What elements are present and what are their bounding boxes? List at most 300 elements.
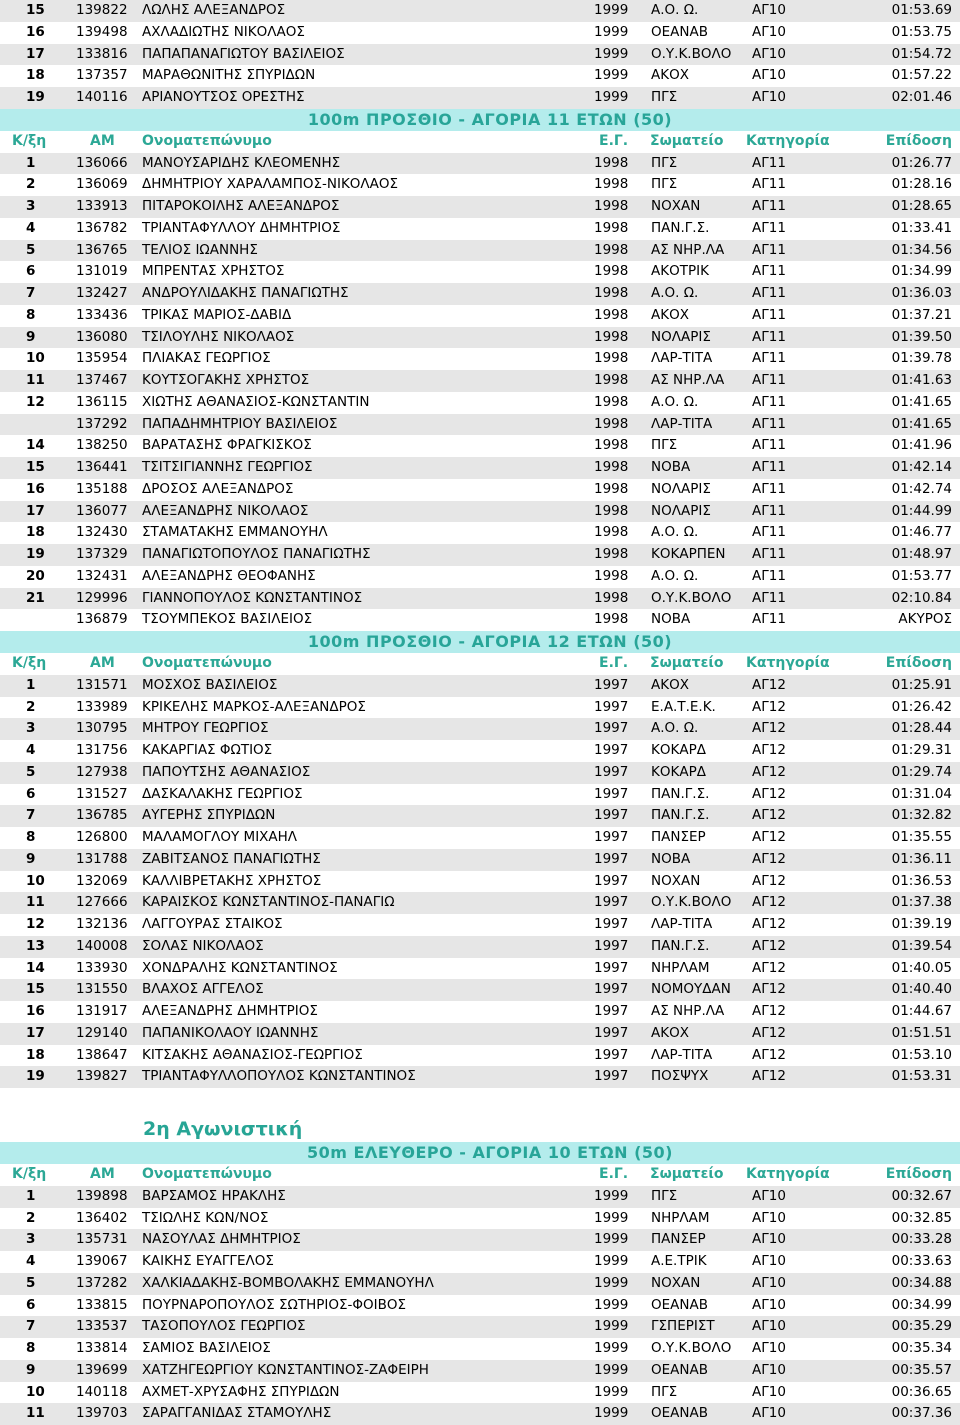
cell-time: 01:28.65 — [891, 198, 952, 214]
cell-cat: ΑΓ11 — [752, 546, 786, 562]
cell-name: ΤΡΙΚΑΣ ΜΑΡΙΟΣ-ΔΑΒΙΔ — [142, 306, 292, 323]
cell-year: 1999 — [594, 1231, 629, 1248]
cell-rank: 5 — [26, 763, 36, 780]
table-row — [0, 871, 960, 893]
cell-time: 02:10.84 — [891, 589, 952, 606]
cell-name: ΣΑΡΑΓΓΑΝΙΔΑΣ ΣΤΑΜΟΥΛΗΣ — [142, 1405, 332, 1422]
header-year: Ε.Γ. — [599, 1166, 629, 1182]
cell-club: ΛΑΡ-ΤΙΤΑ — [651, 415, 713, 432]
table-row — [0, 892, 960, 914]
cell-name: ΛΩΛΗΣ ΑΛΕΞΑΝΔΡΟΣ — [142, 2, 286, 18]
cell-name: ΚΑΙΚΗΣ ΕΥΑΓΓΕΛΟΣ — [142, 1253, 274, 1269]
cell-rank: 11 — [26, 372, 45, 388]
cell-year: 1997 — [594, 676, 629, 693]
cell-year: 1998 — [594, 154, 629, 171]
cell-name: ΣΑΜΙΟΣ ΒΑΣΙΛΕΙΟΣ — [142, 1340, 271, 1356]
cell-name: ΧΙΩΤΗΣ ΑΘΑΝΑΣΙΟΣ-ΚΩΝΣΤΑΝΤΙΝ — [142, 393, 370, 410]
cell-am: 129140 — [76, 1024, 128, 1041]
cell-name: ΑΧΛΑΔΙΩΤΗΣ ΝΙΚΟΛΑΟΣ — [142, 23, 305, 40]
cell-rank: 11 — [26, 894, 45, 911]
cell-time: 00:32.67 — [891, 1187, 952, 1204]
cell-club: ΠΑΝ.Γ.Σ. — [651, 807, 710, 824]
header-club: Σωματείο — [650, 655, 724, 671]
cell-rank: 8 — [26, 1340, 36, 1356]
cell-rank: 14 — [26, 959, 45, 976]
header-time: Επίδοση — [885, 1166, 952, 1182]
cell-rank: 14 — [26, 437, 45, 454]
cell-cat: ΑΓ11 — [752, 393, 786, 410]
cell-club: ΑΚΟΧ — [651, 1024, 689, 1041]
cell-rank: 9 — [26, 328, 36, 345]
cell-am: 136782 — [76, 219, 128, 236]
cell-am: 135954 — [76, 350, 128, 367]
cell-time: 01:36.11 — [891, 850, 952, 867]
cell-club: ΑΚΟΧ — [651, 676, 689, 693]
cell-year: 1998 — [594, 415, 629, 432]
cell-cat: ΑΓ12 — [752, 894, 786, 911]
table-header — [0, 131, 960, 153]
cell-cat: ΑΓ10 — [752, 1340, 786, 1356]
cell-rank: 19 — [26, 1068, 45, 1085]
cell-name: ΠΑΠΑΝΙΚΟΛΑΟΥ ΙΩΑΝΝΗΣ — [142, 1024, 319, 1041]
cell-club: ΝΟΛΑΡΙΣ — [651, 328, 711, 345]
cell-club: ΠΑΝ.Γ.Σ. — [651, 219, 710, 236]
cell-rank: 9 — [26, 1361, 36, 1378]
header-name: Ονοματεπώνυμο — [142, 1166, 272, 1182]
table-row — [0, 327, 960, 349]
cell-time: 01:35.55 — [891, 829, 952, 845]
cell-am: 132069 — [76, 872, 128, 889]
cell-time: 01:51.51 — [891, 1024, 952, 1041]
table-row — [0, 1382, 960, 1404]
cell-am: 139822 — [76, 2, 128, 18]
cell-year: 1997 — [594, 850, 629, 867]
cell-year: 1998 — [594, 589, 629, 606]
table-row — [0, 22, 960, 44]
cell-am: 131917 — [76, 1003, 128, 1019]
cell-name: ΤΣΙΩΛΗΣ ΚΩΝ/ΝΟΣ — [142, 1209, 269, 1226]
cell-am: 132431 — [76, 567, 128, 584]
cell-rank: 16 — [26, 23, 45, 40]
header-name: Ονοματεπώνυμο — [142, 132, 272, 149]
cell-rank: 16 — [26, 480, 45, 497]
cell-am: 135731 — [76, 1231, 128, 1248]
cell-club: ΟΕΑΝΑΒ — [651, 1296, 708, 1313]
cell-rank: 15 — [26, 981, 45, 998]
cell-rank: 1 — [26, 1187, 36, 1204]
cell-time: ΑΚΥΡΟΣ — [898, 611, 952, 628]
cell-cat: ΑΓ10 — [752, 1361, 786, 1378]
cell-rank: 16 — [26, 1003, 45, 1019]
cell-am: 139067 — [76, 1253, 128, 1269]
cell-rank: 18 — [26, 1046, 45, 1063]
cell-rank: 12 — [26, 393, 45, 410]
cell-cat: ΑΓ11 — [752, 176, 786, 193]
cell-name: ΜΑΝΟΥΣΑΡΙΔΗΣ ΚΛΕΟΜΕΝΗΣ — [142, 154, 341, 171]
table-row — [0, 1295, 960, 1317]
cell-club: ΠΓΣ — [651, 1383, 678, 1400]
cell-am: 137329 — [76, 546, 128, 562]
cell-year: 1998 — [594, 350, 629, 367]
table-row — [0, 849, 960, 871]
cell-club: ΠΟΣΨΥΧ — [651, 1068, 709, 1085]
cell-rank: 2 — [26, 176, 36, 193]
cell-cat: ΑΓ10 — [752, 1187, 786, 1204]
cell-year: 1999 — [594, 89, 629, 105]
cell-club: ΓΣΠΕΡΙΣΤ — [651, 1318, 715, 1335]
table-row — [0, 1316, 960, 1338]
cell-time: 00:37.36 — [891, 1405, 952, 1422]
cell-year: 1998 — [594, 567, 629, 584]
cell-year: 1999 — [594, 1340, 629, 1356]
cell-year: 1998 — [594, 611, 629, 628]
table-row — [0, 1338, 960, 1360]
cell-year: 1997 — [594, 1003, 629, 1019]
cell-am: 130795 — [76, 720, 128, 737]
cell-club: Ο.Υ.Κ.ΒΟΛΟ — [651, 894, 732, 911]
cell-name: ΑΛΕΞΑΝΔΡΗΣ ΘΕΟΦΑΝΗΣ — [142, 567, 316, 584]
cell-cat: ΑΓ11 — [752, 459, 786, 475]
cell-cat: ΑΓ11 — [752, 263, 786, 280]
cell-year: 1999 — [594, 23, 629, 40]
cell-club: Ο.Υ.Κ.ΒΟΛΟ — [651, 589, 732, 606]
cell-name: ΑΡΙΑΝΟΥΤΣΟΣ ΟΡΕΣΤΗΣ — [142, 89, 305, 105]
table-header — [0, 1164, 960, 1186]
cell-am: 139699 — [76, 1361, 128, 1378]
cell-am: 133436 — [76, 306, 128, 323]
cell-rank: 10 — [26, 1383, 45, 1400]
cell-year: 1998 — [594, 241, 629, 258]
cell-am: 140116 — [76, 89, 128, 105]
cell-am: 133913 — [76, 198, 128, 214]
cell-name: ΠΑΝΑΓΙΩΤΟΠΟΥΛΟΣ ΠΑΝΑΓΙΩΤΗΣ — [142, 546, 371, 562]
cell-name: ΜΑΡΑΘΩΝΙΤΗΣ ΣΠΥΡΙΔΩΝ — [142, 67, 316, 84]
cell-cat: ΑΓ11 — [752, 306, 786, 323]
header-am: ΑΜ — [90, 655, 115, 671]
table-row — [0, 0, 960, 22]
cell-cat: ΑΓ12 — [752, 720, 786, 737]
table-row — [0, 1208, 960, 1230]
cell-am: 131788 — [76, 850, 128, 867]
session-title: 2η Αγωνιστική — [143, 1118, 303, 1140]
cell-name: ΛΑΓΓΟΥΡΑΣ ΣΤΑΙΚΟΣ — [142, 916, 283, 932]
event-title: 100m ΠΡΟΣΘΙΟ - ΑΓΟΡΙΑ 12 ΕΤΩΝ (50) — [0, 631, 960, 653]
table-row — [0, 218, 960, 240]
event-title: 100m ΠΡΟΣΘΙΟ - ΑΓΟΡΙΑ 11 ΕΤΩΝ (50) — [0, 109, 960, 131]
cell-year: 1997 — [594, 807, 629, 824]
cell-name: ΣΟΛΑΣ ΝΙΚΟΛΑΟΣ — [142, 937, 264, 954]
cell-rank: 15 — [26, 459, 45, 475]
cell-time: 00:33.28 — [891, 1231, 952, 1248]
table-row — [0, 958, 960, 980]
cell-club: ΟΕΑΝΑΒ — [651, 1361, 708, 1378]
table-row — [0, 588, 960, 610]
header-am: ΑΜ — [90, 132, 115, 149]
table-row — [0, 65, 960, 87]
cell-year: 1998 — [594, 285, 629, 301]
cell-year: 1997 — [594, 720, 629, 737]
cell-am: 136066 — [76, 154, 128, 171]
cell-name: ΓΙΑΝΝΟΠΟΥΛΟΣ ΚΩΝΣΤΑΝΤΙΝΟΣ — [142, 589, 363, 606]
cell-am: 127666 — [76, 894, 128, 911]
cell-time: 01:41.65 — [891, 415, 952, 432]
cell-club: ΝΟΧΑΝ — [651, 1274, 701, 1291]
cell-name: ΤΣΟΥΜΠΕΚΟΣ ΒΑΣΙΛΕΙΟΣ — [142, 611, 313, 628]
cell-rank: 6 — [26, 785, 36, 802]
cell-year: 1999 — [594, 45, 629, 62]
cell-time: 01:33.41 — [891, 219, 952, 236]
cell-am: 131756 — [76, 742, 128, 758]
cell-am: 137357 — [76, 67, 128, 84]
cell-club: ΝΟΜΟΥΔΑΝ — [651, 981, 731, 998]
cell-cat: ΑΓ12 — [752, 676, 786, 693]
header-club: Σωματείο — [650, 1166, 724, 1182]
cell-name: ΒΑΡΑΤΑΣΗΣ ΦΡΑΓΚΙΣΚΟΣ — [142, 437, 312, 454]
cell-club: ΑΣ ΝΗΡ.ΛΑ — [651, 1003, 725, 1019]
cell-club: ΠΑΝ.Γ.Σ. — [651, 937, 710, 954]
cell-time: 01:36.53 — [891, 872, 952, 889]
table-row — [0, 805, 960, 827]
cell-club: ΑΣ ΝΗΡ.ΛΑ — [651, 372, 725, 388]
cell-rank: 19 — [26, 546, 45, 562]
cell-time: 01:31.04 — [891, 785, 952, 802]
cell-year: 1999 — [594, 1209, 629, 1226]
cell-time: 01:34.99 — [891, 263, 952, 280]
cell-club: ΝΟΛΑΡΙΣ — [651, 502, 711, 519]
table-row — [0, 979, 960, 1001]
cell-am: 132427 — [76, 285, 128, 301]
table-row — [0, 827, 960, 849]
cell-year: 1997 — [594, 894, 629, 911]
cell-rank: 2 — [26, 698, 36, 715]
header-am: ΑΜ — [90, 1166, 115, 1182]
cell-time: 01:41.63 — [891, 372, 952, 388]
cell-club: ΟΕΑΝΑΒ — [651, 23, 708, 40]
cell-cat: ΑΓ10 — [752, 1274, 786, 1291]
table-row — [0, 566, 960, 588]
cell-rank: 4 — [26, 742, 36, 758]
cell-cat: ΑΓ11 — [752, 524, 786, 541]
cell-name: ΚΙΤΣΑΚΗΣ ΑΘΑΝΑΣΙΟΣ-ΓΕΩΡΓΙΟΣ — [142, 1046, 363, 1063]
cell-year: 1997 — [594, 872, 629, 889]
cell-am: 139898 — [76, 1187, 128, 1204]
table-row — [0, 1045, 960, 1067]
cell-am: 136115 — [76, 393, 128, 410]
cell-time: 01:25.91 — [891, 676, 952, 693]
cell-club: ΑΚΟΧ — [651, 306, 689, 323]
cell-club: Α.Ο. Ω. — [651, 720, 699, 737]
cell-time: 01:41.96 — [891, 437, 952, 454]
cell-year: 1999 — [594, 1187, 629, 1204]
table-row — [0, 936, 960, 958]
cell-year: 1997 — [594, 1046, 629, 1063]
cell-am: 131550 — [76, 981, 128, 998]
cell-club: ΠΑΝ.Γ.Σ. — [651, 785, 710, 802]
cell-time: 01:53.75 — [891, 23, 952, 40]
table-row — [0, 174, 960, 196]
cell-time: 01:39.54 — [891, 937, 952, 954]
cell-am: 133537 — [76, 1318, 128, 1335]
cell-rank: 9 — [26, 850, 36, 867]
header-year: Ε.Γ. — [599, 132, 629, 149]
cell-name: ΝΑΣΟΥΛΑΣ ΔΗΜΗΤΡΙΟΣ — [142, 1231, 301, 1248]
cell-cat: ΑΓ10 — [752, 1296, 786, 1313]
cell-name: ΤΕΛΙΟΣ ΙΩΑΝΝΗΣ — [142, 241, 258, 258]
cell-club: ΝΗΡΛΑΜ — [651, 1209, 710, 1226]
cell-am: 131019 — [76, 263, 128, 280]
cell-cat: ΑΓ12 — [752, 742, 786, 758]
cell-cat: ΑΓ12 — [752, 829, 786, 845]
table-row — [0, 153, 960, 175]
cell-rank: 8 — [26, 306, 36, 323]
cell-cat: ΑΓ11 — [752, 372, 786, 388]
cell-name: ΠΙΤΑΡΟΚΟΙΛΗΣ ΑΛΕΞΑΝΔΡΟΣ — [142, 198, 340, 214]
table-row — [0, 675, 960, 697]
header-name: Ονοματεπώνυμο — [142, 655, 272, 671]
cell-time: 01:34.56 — [891, 241, 952, 258]
cell-name: ΚΑΛΛΙΒΡΕΤΑΚΗΣ ΧΡΗΣΤΟΣ — [142, 872, 322, 889]
cell-year: 1999 — [594, 2, 629, 18]
cell-club: ΠΓΣ — [651, 89, 678, 105]
cell-cat: ΑΓ11 — [752, 219, 786, 236]
cell-cat: ΑΓ11 — [752, 437, 786, 454]
cell-club: ΝΗΡΛΑΜ — [651, 959, 710, 976]
cell-club: ΑΚΟΤΡΙΚ — [651, 263, 709, 280]
header-rank: Κ/ξη — [12, 655, 47, 671]
cell-name: ΜΟΣΧΟΣ ΒΑΣΙΛΕΙΟΣ — [142, 676, 278, 693]
cell-time: 00:36.65 — [891, 1383, 952, 1400]
cell-time: 02:01.46 — [891, 89, 952, 105]
cell-name: ΠΑΠΑΠΑΝΑΓΙΩΤΟΥ ΒΑΣΙΛΕΙΟΣ — [142, 45, 345, 62]
cell-rank: 1 — [26, 676, 36, 693]
cell-am: 133989 — [76, 698, 128, 715]
cell-club: ΠΓΣ — [651, 437, 678, 454]
cell-year: 1997 — [594, 698, 629, 715]
cell-am: 136879 — [76, 611, 128, 628]
cell-name: ΤΑΣΟΠΟΥΛΟΣ ΓΕΩΡΓΙΟΣ — [142, 1318, 306, 1335]
cell-club: Α.Ο. Ω. — [651, 567, 699, 584]
cell-club: Α.Ο. Ω. — [651, 2, 699, 18]
cell-club: ΠΓΣ — [651, 154, 678, 171]
cell-am: 133816 — [76, 45, 128, 62]
cell-year: 1999 — [594, 1253, 629, 1269]
cell-rank: 17 — [26, 1024, 45, 1041]
cell-time: 01:29.31 — [891, 742, 952, 758]
cell-year: 1999 — [594, 1274, 629, 1291]
cell-time: 00:35.29 — [891, 1318, 952, 1335]
cell-am: 136765 — [76, 241, 128, 258]
cell-cat: ΑΓ11 — [752, 589, 786, 606]
cell-year: 1999 — [594, 1296, 629, 1313]
cell-time: 01:39.78 — [891, 350, 952, 367]
cell-year: 1999 — [594, 1318, 629, 1335]
table-row — [0, 784, 960, 806]
table-row — [0, 1229, 960, 1251]
cell-am: 129996 — [76, 589, 128, 606]
cell-time: 01:36.03 — [891, 285, 952, 301]
cell-time: 00:32.85 — [891, 1209, 952, 1226]
cell-year: 1998 — [594, 219, 629, 236]
cell-time: 01:42.14 — [891, 459, 952, 475]
cell-time: 01:40.40 — [891, 981, 952, 998]
cell-cat: ΑΓ11 — [752, 502, 786, 519]
table-row — [0, 762, 960, 784]
cell-year: 1998 — [594, 198, 629, 214]
cell-club: ΝΟΧΑΝ — [651, 872, 701, 889]
cell-am: 135188 — [76, 480, 128, 497]
cell-club: ΠΓΣ — [651, 1187, 678, 1204]
cell-rank: 8 — [26, 829, 36, 845]
cell-year: 1997 — [594, 763, 629, 780]
cell-rank: 7 — [26, 807, 36, 824]
cell-cat: ΑΓ10 — [752, 89, 786, 105]
table-row — [0, 1066, 960, 1088]
cell-cat: ΑΓ12 — [752, 872, 786, 889]
cell-time: 00:33.63 — [891, 1253, 952, 1269]
cell-cat: ΑΓ11 — [752, 154, 786, 171]
cell-time: 01:39.50 — [891, 328, 952, 345]
cell-year: 1998 — [594, 437, 629, 454]
cell-cat: ΑΓ11 — [752, 328, 786, 345]
cell-club: ΠΓΣ — [651, 176, 678, 193]
cell-am: 136441 — [76, 459, 128, 475]
cell-year: 1998 — [594, 306, 629, 323]
cell-cat: ΑΓ11 — [752, 350, 786, 367]
cell-rank: 20 — [26, 567, 45, 584]
header-time: Επίδοση — [885, 132, 952, 149]
cell-rank: 10 — [26, 872, 45, 889]
cell-year: 1997 — [594, 916, 629, 932]
cell-time: 01:32.82 — [891, 807, 952, 824]
cell-cat: ΑΓ12 — [752, 1046, 786, 1063]
cell-rank: 2 — [26, 1209, 36, 1226]
cell-cat: ΑΓ12 — [752, 937, 786, 954]
cell-club: ΑΚΟΧ — [651, 67, 689, 84]
cell-year: 1997 — [594, 785, 629, 802]
table-row — [0, 544, 960, 566]
cell-year: 1997 — [594, 981, 629, 998]
cell-rank: 3 — [26, 1231, 36, 1248]
cell-name: ΜΑΛΑΜΟΓΛΟΥ ΜΙΧΑΗΛ — [142, 829, 298, 845]
cell-name: ΑΧΜΕΤ-ΧΡΥΣΑΦΗΣ ΣΠΥΡΙΔΩΝ — [142, 1383, 340, 1400]
cell-name: ΤΣΙΤΣΙΓΙΑΝΝΗΣ ΓΕΩΡΓΙΟΣ — [142, 459, 313, 475]
cell-name: ΒΛΑΧΟΣ ΑΓΓΕΛΟΣ — [142, 981, 264, 998]
cell-am: 133814 — [76, 1340, 128, 1356]
table-row — [0, 740, 960, 762]
cell-rank: 3 — [26, 198, 36, 214]
cell-rank: 6 — [26, 263, 36, 280]
cell-cat: ΑΓ10 — [752, 1318, 786, 1335]
header-cat: Κατηγορία — [746, 132, 830, 149]
table-row — [0, 240, 960, 262]
cell-time: 01:53.31 — [891, 1068, 952, 1085]
cell-club: ΚΟΚΑΡΠΕΝ — [651, 546, 726, 562]
cell-am: 136077 — [76, 502, 128, 519]
cell-year: 1998 — [594, 502, 629, 519]
header-club: Σωματείο — [650, 132, 724, 149]
cell-am: 132136 — [76, 916, 128, 932]
cell-rank: 5 — [26, 241, 36, 258]
table-row — [0, 261, 960, 283]
cell-club: ΚΟΚΑΡΔ — [651, 763, 706, 780]
cell-year: 1997 — [594, 937, 629, 954]
cell-club: ΛΑΡ-ΤΙΤΑ — [651, 1046, 713, 1063]
cell-time: 00:34.99 — [891, 1296, 952, 1313]
cell-am: 131527 — [76, 785, 128, 802]
cell-name: ΠΑΠΟΥΤΣΗΣ ΑΘΑΝΑΣΙΟΣ — [142, 763, 311, 780]
cell-time: 01:53.77 — [891, 567, 952, 584]
cell-year: 1998 — [594, 459, 629, 475]
